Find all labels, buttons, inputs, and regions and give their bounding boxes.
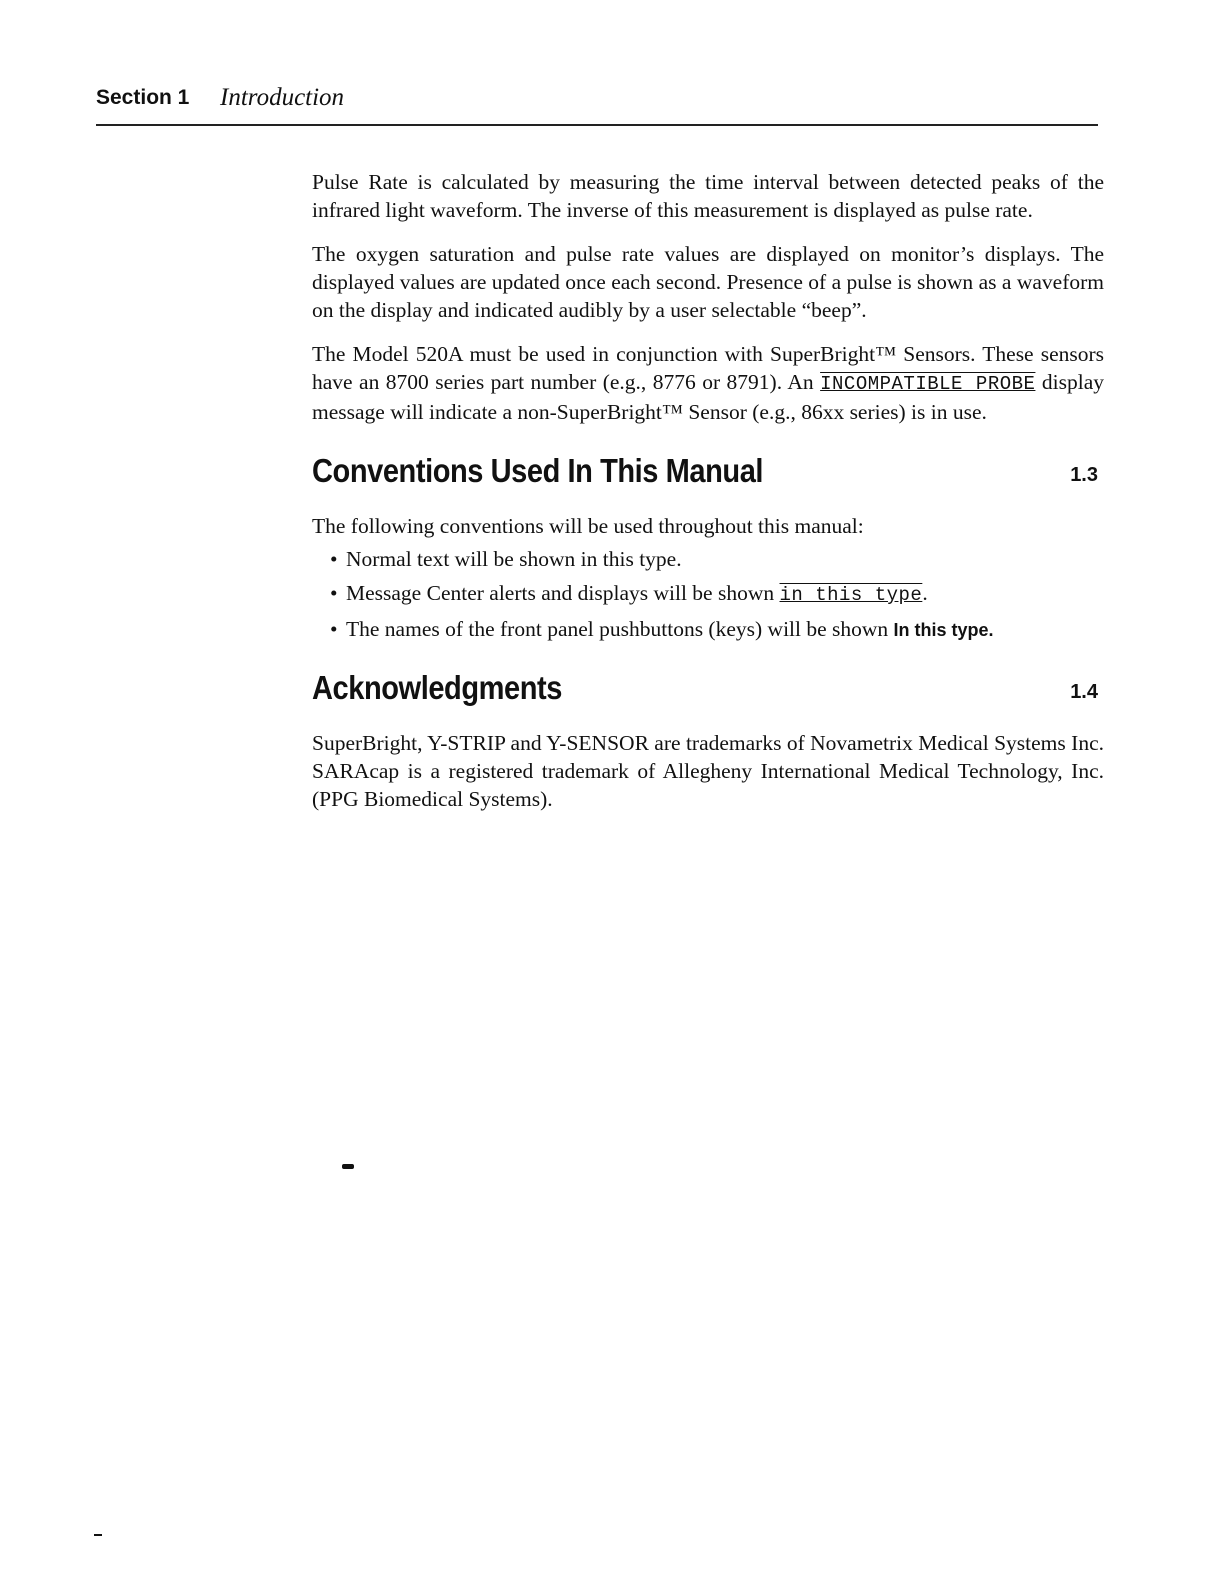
- incompatible-probe-message: INCOMPATIBLE PROBE: [820, 373, 1036, 395]
- list-item: [330, 542, 1104, 576]
- normal-text-convention: Normal text will be shown in this type.: [346, 547, 682, 571]
- bullet-icon: •: [330, 581, 338, 605]
- conventions-list: [330, 542, 1104, 647]
- sensor-text-end: display message will indicate a non-SuperBright™ Sensor (e.g., 86xx series) is in use.: [312, 370, 1105, 424]
- conventions-heading-row: [312, 452, 1104, 498]
- conventions-heading: Conventions Used In This Manual: [312, 452, 764, 489]
- message-convention-text: Message Center alerts and displays will be shown: [346, 581, 780, 605]
- sensor-compatibility-paragraph: [312, 340, 1104, 426]
- message-type-sample: in this type: [779, 584, 923, 606]
- scan-speck-mark: [342, 1164, 354, 1169]
- pulse-rate-paragraph: Pulse Rate is calculated by measuring the time interval between detected peaks of the infrared light waveform. The inverse of this measurement is displayed as pulse rate.: [312, 170, 1104, 222]
- bullet-icon: •: [330, 547, 338, 571]
- acknowledgments-section-number: 1.4: [1070, 681, 1098, 703]
- key-convention-text: The names of the front panel pushbuttons (keys) will be shown: [346, 617, 894, 641]
- key-type-sample: In this type.: [893, 620, 994, 640]
- acknowledgments-heading-row: [312, 669, 1104, 715]
- conventions-section-number: 1.3: [1070, 464, 1098, 486]
- acknowledgments-paragraph: SuperBright, Y-STRIP and Y-SENSOR are trademarks of Novametrix Medical Systems Inc. SARAcap is a registered trademark of Allegheny International Medical Technology, Inc. (PPG Biomedical Systems).: [312, 731, 1104, 811]
- list-item: [330, 576, 1104, 612]
- sensor-text-start: The Model 520A must be used in conjunction with SuperBright™ Sensors. These sensors have an 8700 series part number (e.g., 8776 or 8791). An: [312, 342, 1104, 394]
- section-title: Introduction: [220, 84, 345, 111]
- page-content: [312, 168, 1104, 829]
- bullet-icon: •: [330, 617, 338, 641]
- scan-dash-mark: [94, 1534, 102, 1536]
- display-values-paragraph: The oxygen saturation and pulse rate values are displayed on monitor’s displays. The displayed values are updated once each second. Presence of a pulse is shown as a waveform on the display and indicated audibly by a user selectable “beep”.: [312, 242, 1104, 322]
- message-convention-period: .: [922, 581, 928, 605]
- page-header: [96, 84, 1098, 126]
- acknowledgments-heading: Acknowledgments: [312, 669, 562, 706]
- section-label: Section 1: [96, 86, 190, 109]
- conventions-intro: The following conventions will be used throughout this manual:: [312, 514, 864, 538]
- list-item: [330, 612, 1104, 647]
